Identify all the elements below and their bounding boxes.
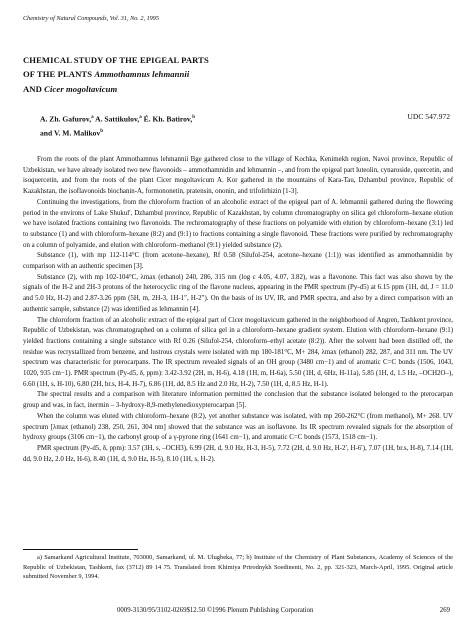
body-paragraph: When the column was eluted with chloroform–hexane (8:2), yet another substance was isolated, with mp 260-262°C (from methanol), M+ 268. UV spectrum [λmax (ethanol) 238, 250, 261, 304 nm] showed that the substance was an isoflavone. Its IR spectrum revealed signals for the absorption of hydroxy groups (3106 cm−1), the carbonyl group of a γ-pyrone ring (1641 cm−1), and aromatic C=C bonds (1573, 1518 cm−1). (23, 412, 453, 442)
title-species-1: Ammothamnus lehmannii (94, 69, 190, 79)
affiliation-mark: a (91, 115, 94, 120)
udc-code: UDC 547.972 (407, 112, 450, 121)
body-paragraph: Substance (2), with mp 102-104°C, λmax (ethanol) 240, 286, 315 nm (log ε 4.05, 4.07, 3.82), was a flavonone. This fact was also shown by the signals of the H-2 and 2H-3 protons of the heterocyclic ring of the flavone nucleus, appearing in the PMR spectrum (Py-d5) at 6.15 ppm (1H, dd, J = 11.0 and 5.0 Hz, H-2) and 2.87-3.26 ppm (5H, m, 2H-3, 1H-1″, H-2″). On the basis of its UV, IR, and PMR spectra, and also by a direct comparison with an authentic sample, substance (2) was identified as lehmannin [4]. (23, 273, 453, 313)
title-prefix: OF THE PLANTS (23, 69, 95, 79)
author-list (40, 112, 195, 139)
article-title-line-1: CHEMICAL STUDY OF THE EPIGEAL PARTS (23, 55, 209, 65)
title-species-2: Cicer mogoltavicum (44, 84, 118, 94)
affiliation-mark: a (139, 115, 142, 120)
affiliation-footnote: a) Samarkand Agricultural Institute, 703000, Samarkand, ul. M. Ulugbeka, 77; b) Institute of the Chemistry of Plant Substances, Academy of Sciences of the Republic of Uzbekistan, Tashkent, fax (3712) 89 14 75. Translated from Khimiya Prirodnykh Soedinenii, No. 2, pp. 321-323, March-April, 1995. Original article submitted November 9, 1994. (23, 554, 453, 581)
page-number: 269 (439, 607, 450, 614)
author-name: A. Sattikulov, (93, 114, 140, 124)
body-paragraph: PMR spectrum (Py-d5, δ, ppm): 3.57 (3H, s, –OCH3), 6.99 (2H, d, 9.0 Hz, H-3, H-5), 7.72 (2H, d, 9.0 Hz, H-2′, H-6′), 7.07 (1H, br.s, H-8), 7.14 (1H, dd, 9.0 Hz, 2.0 Hz, H-6), 8.40 (1H, d, 9.0 Hz, H-5), 8.10 (1H, s, H-2). (23, 444, 453, 463)
affiliation-mark: b (192, 115, 195, 120)
body-paragraph: The spectral results and a comparison with literature information permitted the conclusion that the substance isolated belonged to the pterocarpan group and was, in fact, inermin – 3-hydroxy-8,9-methylenedioxypterocarpan [5]. (23, 391, 453, 410)
author-name: É. Kh. Batirov, (141, 114, 193, 124)
affiliation-mark: b (100, 128, 104, 134)
article-title-line-3 (23, 84, 117, 94)
journal-header: Chemistry of Natural Compounds, Vol. 31, No. 2, 1995 (23, 15, 159, 22)
author-name: and V. M. Malikov (40, 128, 101, 138)
body-paragraph: The chloroform fraction of an alcoholic extract of the epigeal part of Cicer mogoltavicum gathered in the neighborhood of Angren, Tashkent province, Republic of Uzbekistan, was chromatographed on a column of silica gel in a chloroform–hexane gradient system. Elution with chloroform–hexane (9:1) yielded fractions containing a single substance with Rf 0.26 (Silufol-254, chloroform–ethyl acetate (8:2)). After the solvent had been distilled off, the residue was recrystallized from benzene, and lustrous crystals were isolated with mp 180-181°C, M+ 284, λmax (ethanol) 282, 287, and 311 nm. The UV spectrum was characteristic for pterocarpans. The IR spectrum revealed signals of an OH group (3480 cm−1) and of aromatic C=C bonds (1506, 1043, 1020, 935 cm−1). PMR spectrum (Py-d5, δ, ppm): 3.42-3.92 (2H, m, H-6), 4.18 (1H, m, H-6a), 5.50 (1H, d, 6Hz, H-11a), 5.85 (1H, d, 1.5 Hz, –OCH2O–), 6.60 (1H, s, H-10), 6.80 (2H, br.s, H-4, H-7), 6.86 (1H, dd, 8.5 Hz and 2.0 Hz, H-2), 7.50 (1H, d, 8.5 Hz, H-1). (23, 316, 453, 388)
body-paragraph: Continuing the investigations, from the chloroform fraction of an alcoholic extract of the epigeal part of A. lehmannii gathered during the flowering period in the environs of Lake Shukul', Dzhambul province, Republic of Kazakhstan, by column chromatography on silica gel chloroform–hexane elution we have isolated fractions containing two flavonoids. The rechromatography of these fractions on polyamide with elution by chloroform–hexane (3:1) led to substance (1) and with chloroform–hexane (8:2) and (9:1) to fractions containing a single flavonoid. These fractions were purified by rechromatography on a column of polyamide, and elution with chloroform–methanol (9:1) yielded substance (2). (23, 198, 453, 249)
footnote-divider (23, 549, 138, 550)
copyright-line: 0009-3130/95/3102-0269$12.50 ©1996 Plenum Publishing Corporation (117, 607, 314, 614)
body-paragraph: Substance (1), with mp 112-114°C (from acetone–hexane), Rf 0.58 (Silufol-254, acetone–hexane (1:1)) was identified as ammothamnidin by comparison with an authentic specimen [3]. (23, 252, 453, 271)
article-body (23, 155, 453, 465)
author-line-2 (40, 126, 195, 140)
author-line-1 (40, 112, 195, 126)
body-paragraph: From the roots of the plant Ammothamnus lehmannii Bge gathered close to the village of Kochka, Kenimekh region, Navoi province, Republic of Uzbekistan, we have already isolated two new flavonoids – ammothamnidin and lehmannin –, and from the epigeal part luteolin, cynaroside, quercetin, and isoquercetin, and from the roots of the plant Cicer mogoltavicum A. Kor gathered in the mountains of Kara-Tau, Dzhambul province, Republic of Kazakhstan, the isoflavonoids biochanin-A, formononetin, pratensin, ononin, and trifolirhizin [1-3]. (23, 156, 453, 196)
author-name: A. Zh. Gafurov, (40, 114, 92, 124)
title-prefix: AND (23, 84, 45, 94)
article-title-line-2 (23, 69, 189, 79)
